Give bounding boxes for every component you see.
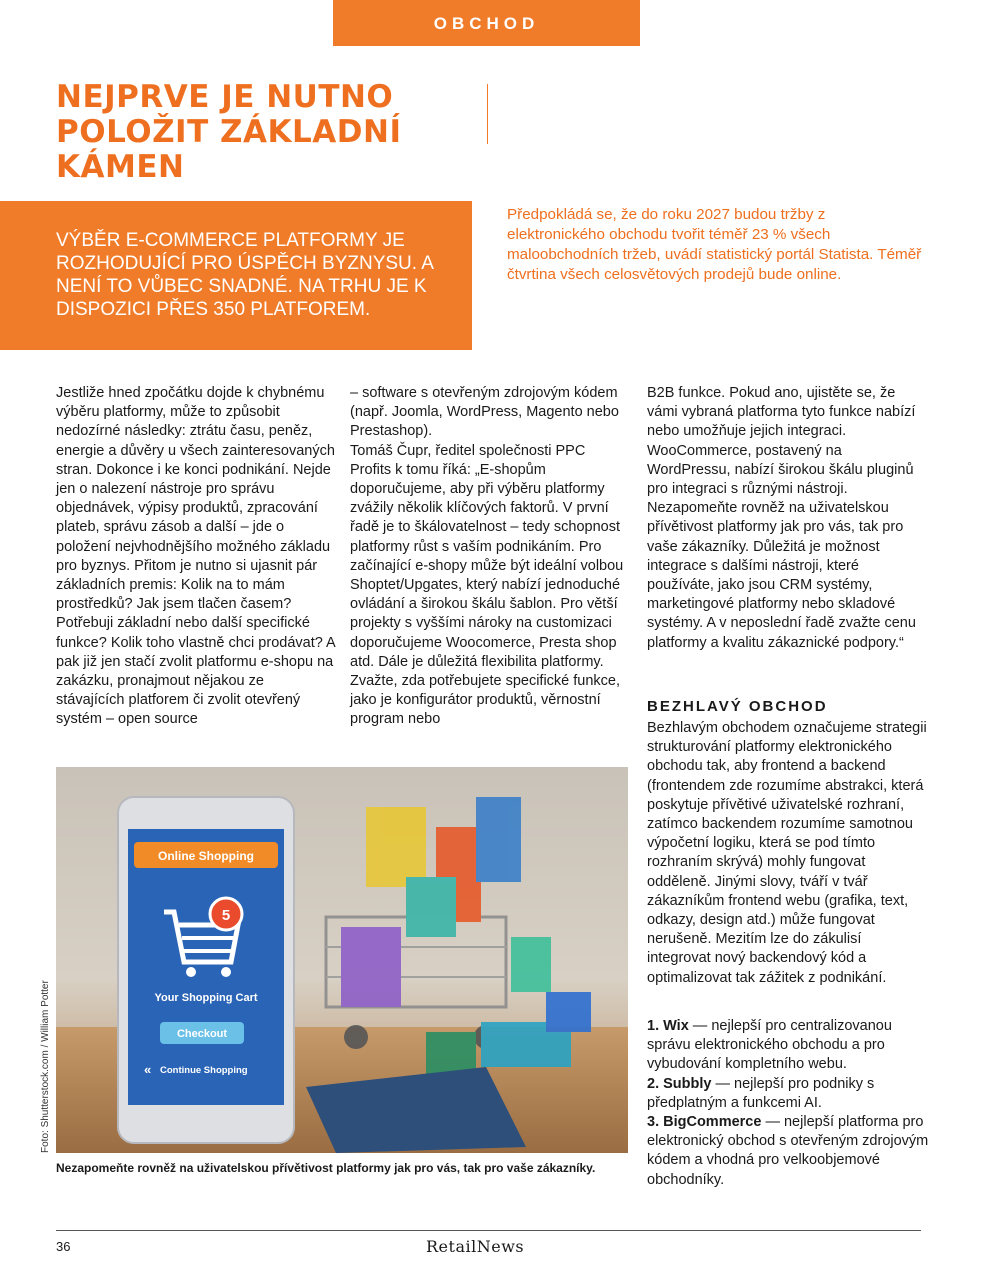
chevron-left-icon: « xyxy=(144,1062,152,1077)
list-item-label: 3. BigCommerce xyxy=(647,1114,762,1131)
body-column-1: Jestliže hned zpočátku dojde k chybnému výběru platformy, může to způsobit nedozírné následky: ztrátu času, peněz, energie a důvěry u všech zainteresovaných stran. Dokonce i ke konci podnikání. Nejde jen o nalezení nástroje pro správu objednávek, výpisy produktů, zpracování plateb, správu zásob a další – jde o položení nejvhodnějšího možného základu pro byznys. Přitom je nutno si ujasnit pár základních premis: Kolik na to mám prostředků? Jak jsem tlačen časem? Potřebuji základní nebo další specifické funkce? Kolik toho vlastně chci prodávat? A pak již jen stačí zvolit platformu e-shopu na zakázku, pronajmout nějakou ze stávajících platforem či zvolit otevřený systém – open source xyxy=(56,385,335,728)
list-item-text: — nejlepší pro centralizovanou správu elektronického obchodu a pro vybudování kompletního webu. xyxy=(647,1018,892,1073)
cart-count-badge: 5 xyxy=(221,907,231,924)
magazine-brand: RetailNews xyxy=(426,1237,525,1256)
divider-line xyxy=(487,84,488,144)
platform-list xyxy=(647,1017,932,1190)
cart-label: Your Shopping Cart xyxy=(154,992,258,1004)
section-label: OBCHOD xyxy=(333,0,640,46)
screen-title: Online Shopping xyxy=(158,849,254,863)
list-item xyxy=(647,1113,932,1190)
body-column-3: B2B funkce. Pokud ano, ujistěte se, že vámi vybraná platforma tyto funkce nabízí nebo umožňuje jejich integraci. WooCommerce, postavený na WordPressu, nabízí širokou škálu pluginů pro integraci s různými nástroji. Nezapomeňte rovněž na uživatelskou přívětivost platformy jak pro vás, tak pro vaše zákazníky. Důležitá je možnost integrace s dalšími nástroji, které používáte, jako jsou CRM systémy, marketingové platformy nebo skladové systémy. A v neposlední řadě zvažte cenu platformy a kvalitu zákaznické podpory.“ xyxy=(647,385,916,651)
body-column-4: Bezhlavým obchodem označujeme strategii strukturování platformy elektronického obchodu tak, aby frontend a backend (frontendem zde rozumíme abstrakci, která poskytuje přívětivé uživatelské rozhraní, zatímco backendem rozumíme samotnou výpočetní logiku, která se pod tímto rozhraním skrývá) mohly fungovat odděleně. Jinými slovy, tváří v tvář zákazníkům frontend webu (grafika, text, odkazy, design atd.) může fungovat nerušeně. Mezitím lze do zákulisí integrovat nový backendový kód a optimalizovat tak zážitek z podnikání. xyxy=(647,720,927,986)
smartphone-icon xyxy=(118,797,294,1143)
intro-text: Předpokládá se, že do roku 2027 budou tržby z elektronického obchodu tvořit téměř 23 % všech maloobchodních tržeb, uvádí statistický portál Statista. Téměř čtvrtina všech celosvětových prodejů bude online. xyxy=(507,206,922,283)
subheading: BEZHLAVÝ OBCHOD xyxy=(647,698,828,715)
continue-shopping-label: Continue Shopping xyxy=(160,1065,248,1076)
list-item xyxy=(647,1075,932,1113)
page-number: 36 xyxy=(56,1239,71,1254)
list-item-label: 2. Subbly xyxy=(647,1075,712,1092)
footer-rule xyxy=(56,1230,921,1231)
lead-text: VÝBĚR E-COMMERCE PLATFORMY JE ROZHODUJÍCÍ PRO ÚSPĚCH BYZNYSU. A NENÍ TO VŮBEC SNADNÉ. NA TRHU JE K DISPOZICI PŘES 350 PLATFOREM. xyxy=(56,230,433,320)
list-item-text: — nejlepší pro podniky s předplatným a funkcemi AI. xyxy=(647,1075,875,1111)
photo-caption: Nezapomeňte rovněž na uživatelskou přívětivost platformy jak pro vás, tak pro vaše zákazníky. xyxy=(56,1161,596,1175)
list-item xyxy=(647,1017,932,1075)
article-headline: NEJPRVE JE NUTNO POLOŽIT ZÁKLADNÍ KÁMEN xyxy=(56,79,402,185)
photo-credit: Foto: Shutterstock.com / William Potter xyxy=(40,980,51,1153)
list-item-label: 1. Wix xyxy=(647,1018,689,1034)
checkout-label: Checkout xyxy=(176,1028,228,1040)
article-photo xyxy=(56,767,628,1153)
body-column-2: – software s otevřeným zdrojovým kódem (např. Joomla, WordPress, Magento nebo Prestashop). Tomáš Čupr, ředitel společnosti PPC Profits k tomu říká: „E-shopům doporučujeme, aby při výběru platformy zvážily několik klíčových faktorů. V první řadě je to škálovatelnost – tedy schopnost platformy růst s vaším podnikáním. Pro začínající e-shopy může být ideální volbou Shoptet/Upgates, který nabízí jednoduché ovládání a širokou škálu šablon. Pro větší projekty s vyššími nároky na customizaci doporučujeme Woocomerce, Presta shop atd. Dále je důležitá flexibilita platformy. Zvažte, zda potřebujete specifické funkce, jako je konfigurátor produktů, věrnostní program nebo xyxy=(350,385,624,728)
list-item-text: — nejlepší platforma pro elektronický obchod s otevřeným zdrojovým kódem a vhodná pro velkoobjemové obchodníky. xyxy=(647,1114,929,1188)
